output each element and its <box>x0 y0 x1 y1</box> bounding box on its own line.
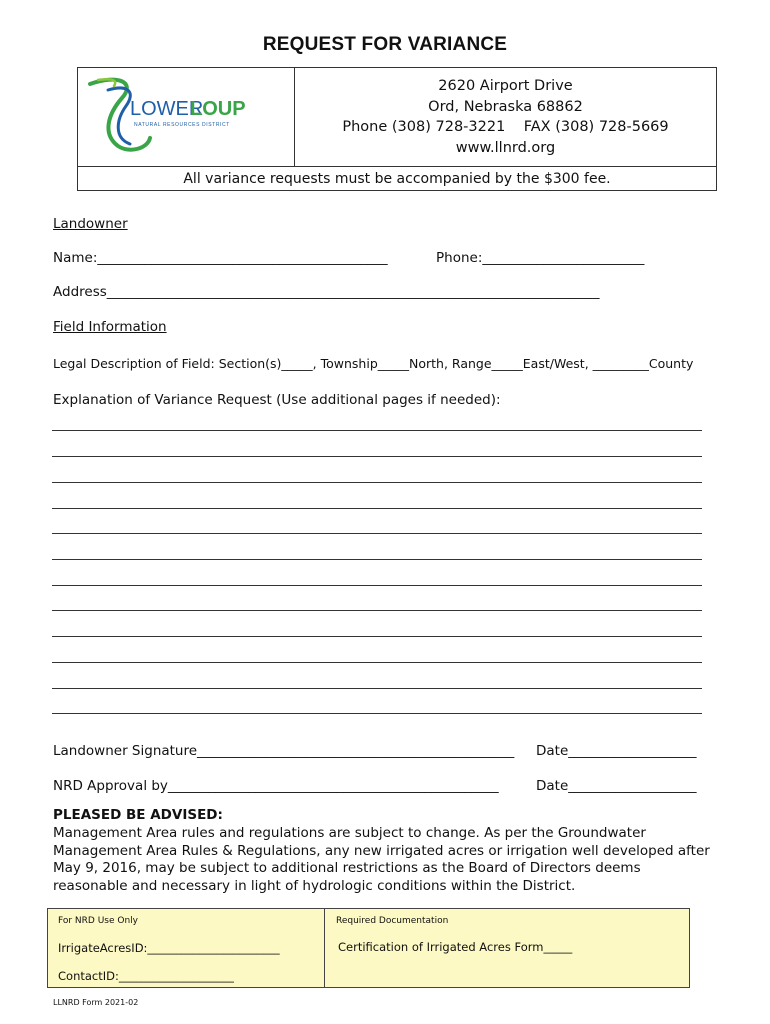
logo-cell <box>78 68 295 166</box>
required-docs-label: Required Documentation <box>336 916 449 926</box>
form-title: REQUEST FOR VARIANCE <box>262 34 508 55</box>
explanation-line[interactable] <box>52 559 702 560</box>
advised-body: Management Area rules and regulations are subject to change. As per the Groundwater Management Area Rules & Regulations, any new irrigated acres or irrigation well developed after May 9, 2016, may be subject to additional restrictions as the Board of Directors deems reasonable and necessary in light of hydrologic conditions within the District. <box>53 825 710 894</box>
nrd-approval-field[interactable]: NRD Approval by_________________________________________________ <box>53 778 499 794</box>
explanation-line[interactable] <box>52 430 702 431</box>
form-number: LLNRD Form 2021-02 <box>53 998 139 1007</box>
address-field[interactable]: Address_________________________________________________________________________ <box>53 284 600 300</box>
advised-heading: PLEASED BE ADVISED: <box>53 807 223 823</box>
explanation-line[interactable] <box>52 662 702 663</box>
landowner-signature-field[interactable]: Landowner Signature_______________________________________________ <box>53 743 515 759</box>
explanation-label: Explanation of Variance Request (Use additional pages if needed): <box>53 392 501 408</box>
address-phone-fax: Phone (308) 728-3221 FAX (308) 728-5669 <box>342 119 669 135</box>
header-box <box>77 67 717 191</box>
explanation-line[interactable] <box>52 636 702 637</box>
explanation-line[interactable] <box>52 482 702 483</box>
address-city: Ord, Nebraska 68862 <box>428 98 583 115</box>
explanation-line[interactable] <box>52 533 702 534</box>
field-info-heading: Field Information <box>53 319 167 335</box>
explanation-line[interactable] <box>52 713 702 714</box>
landowner-heading: Landowner <box>53 216 128 232</box>
explanation-line[interactable] <box>52 610 702 611</box>
logo-subtitle: NATURAL RESOURCES DISTRICT <box>134 122 230 128</box>
address-block <box>295 68 716 166</box>
certification-field[interactable]: Certification of Irrigated Acres Form_____ <box>338 940 573 954</box>
fee-notice: All variance requests must be accompanied by the $300 fee. <box>78 166 716 190</box>
address-website: www.llnrd.org <box>455 139 556 156</box>
nrd-use-label: For NRD Use Only <box>58 916 138 926</box>
explanation-line[interactable] <box>52 688 702 689</box>
nrd-date-field[interactable]: Date___________________ <box>536 778 697 794</box>
nrd-box-divider <box>324 909 325 987</box>
logo-word-lower: LOWER <box>130 98 204 120</box>
lower-loup-logo <box>78 68 293 164</box>
address-street: 2620 Airport Drive <box>438 78 573 94</box>
explanation-line[interactable] <box>52 456 702 457</box>
irrigate-acres-id-field[interactable]: IrrigateAcresID:_______________________ <box>58 941 280 955</box>
contact-id-field[interactable]: ContactID:____________________ <box>58 969 234 983</box>
logo-word-loup: LOUP <box>190 98 246 120</box>
explanation-line[interactable] <box>52 508 702 509</box>
explanation-line[interactable] <box>52 585 702 586</box>
landowner-date-field[interactable]: Date___________________ <box>536 743 697 759</box>
name-field[interactable]: Name:___________________________________________ <box>53 250 388 266</box>
legal-description-field[interactable]: Legal Description of Field: Section(s)_____, Township_____North, Range_____East/West, _________County <box>53 356 694 371</box>
phone-field[interactable]: Phone:________________________ <box>436 250 645 266</box>
nrd-use-box <box>47 908 690 988</box>
